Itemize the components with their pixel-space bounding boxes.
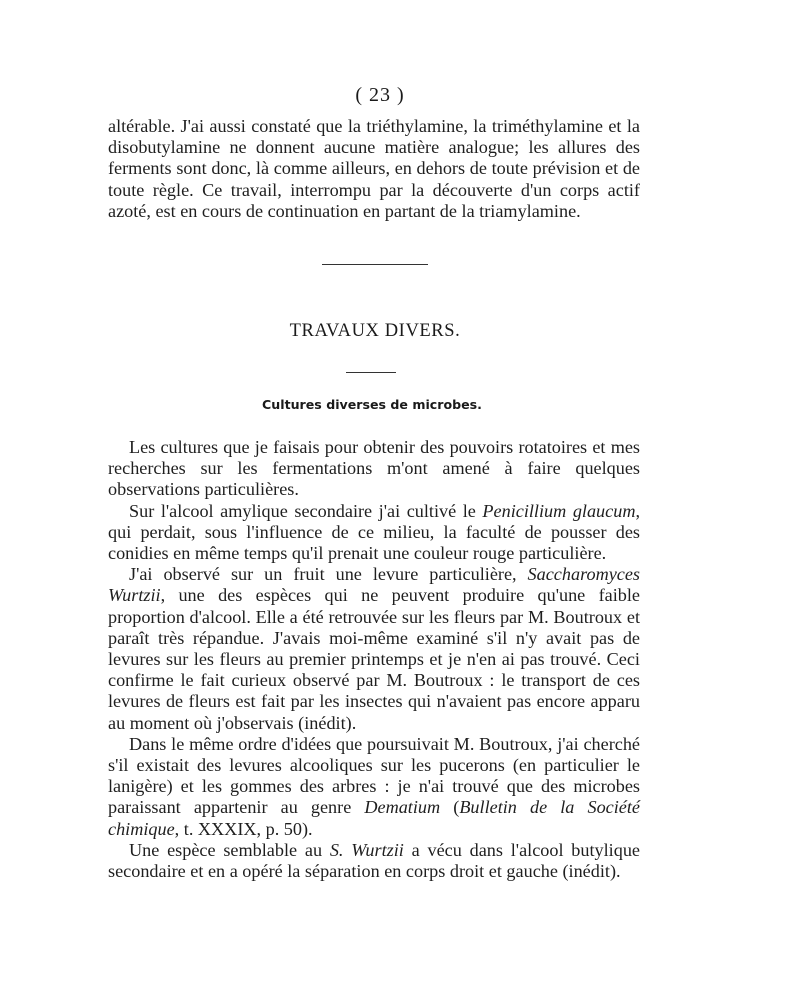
paragraph-2-text-a: Sur l'alcool amylique secondaire j'ai cultivé le — [129, 500, 483, 521]
body-text — [108, 437, 640, 882]
paragraph-3 — [108, 564, 640, 734]
paragraph-2-text-b: , qui perdait, sous l'influence de ce milieu, la faculté de pousser des conidies en même temps qu'il prenait une couleur rouge particulière. — [108, 500, 640, 564]
paragraph-5-text-a: Une espèce semblable au — [129, 839, 330, 860]
paragraph-3-text-a: J'ai observé sur un fruit une levure particulière, — [129, 564, 528, 585]
paragraph-3-text-b: , une des espèces qui ne peuvent produire qu'une faible proportion d'alcool. Elle a été retrouvée sur les fleurs par M. Boutroux et paraît très répandue. J'avais moi-même examiné s'il n'y avait pas de levures sur les fleurs au premier printemps et je n'en ai pas trouvé. Ceci confirme le fait curieux observé par M. Boutroux : le transport de ces levures de fleurs est fait par les insectes qui n'avaient pas encore apparu au moment où j'observais (inédit). — [108, 585, 640, 733]
paragraph-2 — [108, 501, 640, 565]
section-title: TRAVAUX DIVERS. — [289, 321, 461, 341]
paragraph-1-text: Les cultures que je faisais pour obtenir des pouvoirs rotatoires et mes recherches sur les fermentations m'ont amené à faire quelques observations particulières. — [108, 437, 640, 500]
section-divider — [322, 264, 428, 265]
paragraph-5 — [108, 840, 640, 882]
paragraph-4-text-a: Dans le même ordre d'idées que poursuivait M. Boutroux, j'ai cherché s'il existait des levures alcooliques sur les pucerons (en particulier le lanigère) et les gommes des arbres : je n'ai trouvé que des microbes paraissant appartenir au genre — [108, 733, 640, 818]
species-penicillium: Penicillium glaucum — [482, 500, 636, 521]
paragraph-4 — [108, 734, 640, 840]
continuation-text: altérable. J'ai aussi constaté que la triéthylamine, la triméthylamine et la disobutylamine ne donnent aucune matière analogue; les allures des ferments sont donc, là comme ailleurs, en dehors de toute prévision et de toute règle. Ce travail, interrompu par la découverte d'un corps actif azoté, est en cours de continuation en partant de la triamylamine. — [108, 116, 640, 221]
species-saccharomyces: Saccharomyces Wurtzii — [108, 564, 640, 606]
paragraph-4-text-c: , t. XXXIX, p. 50). — [174, 818, 313, 839]
paragraph-1 — [108, 437, 640, 501]
genus-dematium: Dematium — [364, 797, 441, 818]
page-number: ( 23 ) — [355, 84, 405, 106]
title-underline — [346, 372, 396, 373]
subsection-title: Cultures diverses de microbes. — [262, 397, 482, 412]
bulletin-citation: Bulletin de la Société chimique — [108, 797, 640, 839]
paragraph-4-text-b: ( — [440, 797, 460, 818]
species-wurtzii: S. Wurtzii — [329, 839, 404, 860]
continuation-paragraph — [108, 116, 640, 222]
paragraph-5-text-b: a vécu dans l'alcool butylique secondaire et en a opéré la séparation en corps droit et gauche (inédit). — [108, 839, 640, 882]
